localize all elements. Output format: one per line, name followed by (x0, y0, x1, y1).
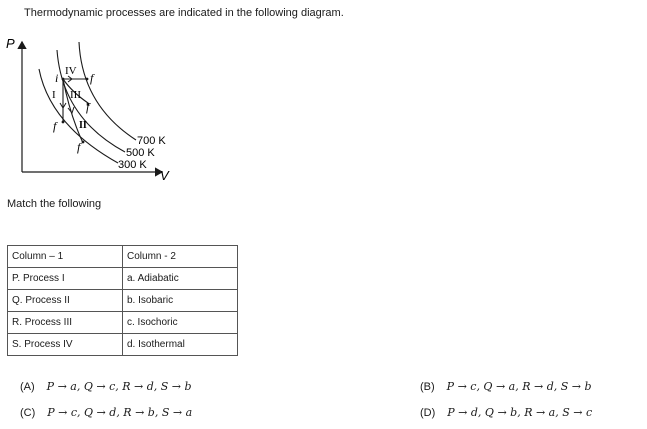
cell-process: P. Process I (8, 268, 123, 290)
isotherm-700k (79, 42, 136, 140)
option-a[interactable] (20, 380, 192, 393)
final-label-i: f (53, 119, 57, 133)
option-a-text: P → a, Q → c, R → d, S → b (46, 380, 192, 393)
cell-type: b. Isobaric (123, 290, 238, 312)
process-label-i: I (52, 89, 56, 101)
table-row (8, 268, 238, 290)
process-label-ii: II (79, 120, 87, 131)
final-label-ii: f (77, 140, 81, 154)
table-row (8, 312, 238, 334)
pv-diagram (0, 30, 190, 190)
final-label-iii: f (86, 100, 90, 114)
header-column-2: Column - 2 (123, 246, 238, 268)
isotherm-label-300k: 300 K (118, 159, 147, 171)
match-table (7, 245, 238, 356)
table-header-row (8, 246, 238, 268)
cell-process: S. Process IV (8, 334, 123, 356)
question-text: Thermodynamic processes are indicated in the following diagram. (24, 7, 344, 19)
initial-point-label: i (55, 71, 59, 85)
option-c[interactable] (20, 406, 192, 419)
table-row (8, 290, 238, 312)
isotherm-label-500k: 500 K (126, 147, 155, 159)
cell-process: Q. Process II (8, 290, 123, 312)
option-d-label: (D) (420, 407, 436, 419)
final-label-iv: f (90, 71, 94, 85)
option-d-text: P → d, Q → b, R → a, S → c (447, 406, 593, 419)
cell-type: a. Adiabatic (123, 268, 238, 290)
cell-type: d. Isothermal (123, 334, 238, 356)
x-axis-label: V (160, 168, 169, 183)
match-instruction: Match the following (7, 198, 102, 210)
cell-process: R. Process III (8, 312, 123, 334)
option-c-label: (C) (20, 407, 36, 419)
option-b[interactable] (420, 380, 592, 393)
cell-type: c. Isochoric (123, 312, 238, 334)
isotherm-label-700k: 700 K (137, 135, 166, 147)
header-column-1: Column – 1 (8, 246, 123, 268)
y-axis-label: P (6, 36, 15, 51)
option-a-label: (A) (20, 381, 35, 393)
table-row (8, 334, 238, 356)
option-b-label: (B) (420, 381, 435, 393)
option-c-text: P → c, Q → d, R → b, S → a (47, 406, 193, 419)
option-b-text: P → c, Q → a, R → d, S → b (446, 380, 592, 393)
option-d[interactable] (420, 406, 592, 419)
process-label-iii: III (70, 89, 81, 101)
process-label-iv: IV (65, 65, 77, 77)
